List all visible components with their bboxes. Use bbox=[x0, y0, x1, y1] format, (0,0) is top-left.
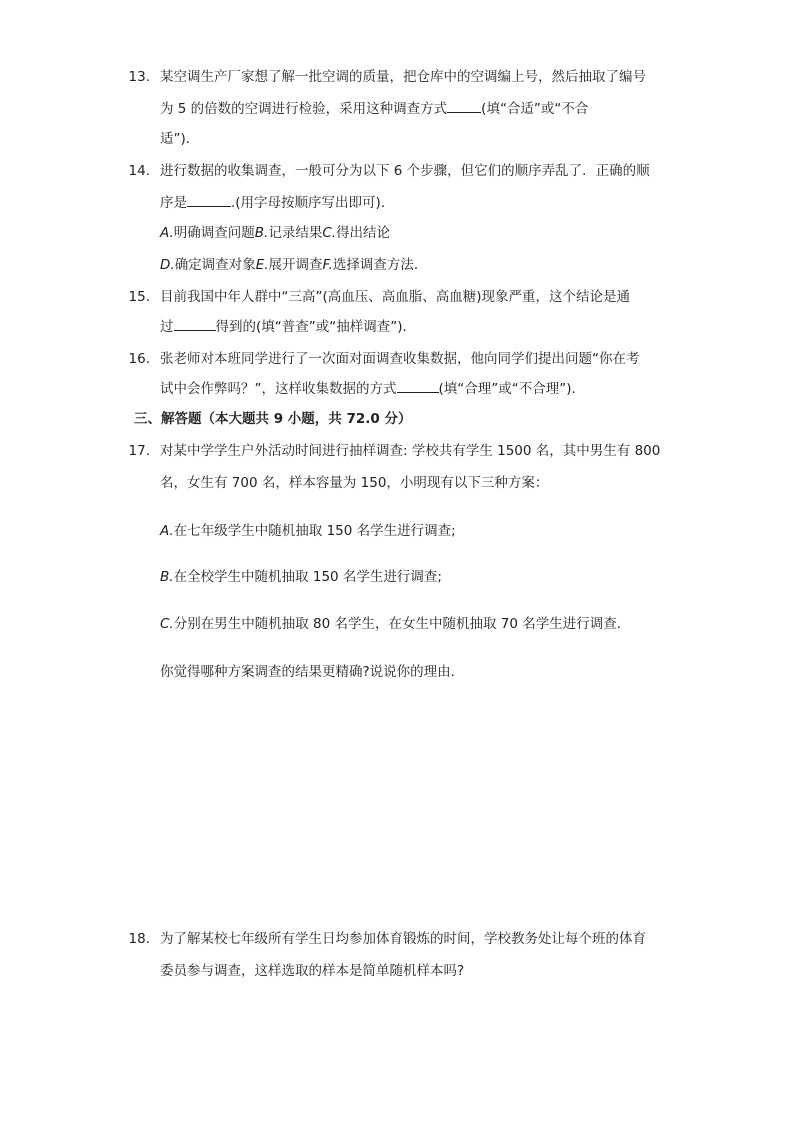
q18-number: 18. bbox=[128, 931, 150, 947]
q13-answer-blank bbox=[447, 100, 481, 113]
q14-option-c-text: 得出结论 bbox=[336, 225, 391, 241]
q14-options-row-2 bbox=[160, 256, 427, 274]
q17-option-a-text: 在七年级学生中随机抽取 150 名学生进行调查; bbox=[173, 523, 456, 539]
q13-number: 13. bbox=[128, 69, 150, 85]
q17-option-a-letter: A. bbox=[160, 523, 174, 539]
q14-line-2-end: .(用字母按顺序写出即可)． bbox=[231, 195, 395, 211]
q13-line-3: 适”)． bbox=[160, 131, 200, 147]
q14-option-b-letter: B. bbox=[254, 225, 269, 241]
q16-number: 16. bbox=[128, 351, 150, 367]
q16-line-2 bbox=[160, 380, 585, 398]
q17-line-1: 对某中学学生户外活动时间进行抽样调查: 学校共有学生 1500 名，其中男生有 800 bbox=[160, 443, 661, 459]
q14-answer-blank bbox=[187, 194, 231, 207]
q13-line-2-end: (填“合适”或“不合 bbox=[481, 101, 589, 117]
q14-line-1: 进行数据的收集调查，一般可分为以下 6 个步骤，但它们的顺序弄乱了．正确的顺 bbox=[160, 163, 650, 179]
q14-options-row-1 bbox=[160, 224, 390, 242]
q15-line-2-start: 过 bbox=[160, 319, 174, 335]
q14-option-a-letter: A. bbox=[160, 225, 174, 241]
q17-option-b-text: 在全校学生中随机抽取 150 名学生进行调查; bbox=[173, 569, 442, 585]
q17-option-a bbox=[160, 522, 456, 540]
q17-number: 17. bbox=[128, 443, 150, 459]
q14-option-b-text: 记录结果 bbox=[268, 225, 323, 241]
q14-option-e-letter: E. bbox=[255, 257, 269, 273]
q14-option-c-letter: C. bbox=[322, 225, 337, 241]
q13-line-1: 某空调生产厂家想了解一批空调的质量，把仓库中的空调编上号，然后抽取了编号 bbox=[160, 69, 646, 85]
q17-option-c-text: 分别在男生中随机抽取 80 名学生，在女生中随机抽取 70 名学生进行调查． bbox=[173, 616, 631, 632]
q14-option-d-letter: D. bbox=[160, 257, 175, 273]
q15-line-2-end: 得到的(填“普查”或“抽样调查”)． bbox=[215, 319, 417, 335]
q14-option-e-text: 展开调查 bbox=[268, 257, 323, 273]
q18-line-1: 为了解某校七年级所有学生日均参加体育锻炼的时间，学校教务处让每个班的体育 bbox=[160, 931, 646, 947]
q14-option-d-text: 确定调查对象 bbox=[174, 257, 256, 273]
q15-number: 15. bbox=[128, 289, 150, 305]
section-3-heading: 三、解答题（本大题共 9 小题，共 72.0 分） bbox=[134, 411, 412, 427]
q14-option-f-text: 选择调查方法． bbox=[332, 257, 428, 273]
q17-option-b bbox=[160, 568, 442, 586]
q16-answer-blank bbox=[397, 380, 439, 393]
q17-option-c bbox=[160, 615, 630, 633]
q15-answer-blank bbox=[174, 318, 216, 331]
q14-option-a-text: 明确调查问题 bbox=[173, 225, 255, 241]
q17-question: 你觉得哪种方案调查的结果更精确?说说你的理由． bbox=[160, 664, 465, 680]
q16-line-2-start: 试中会作弊吗？”，这样收集数据的方式 bbox=[160, 381, 397, 397]
q14-number: 14. bbox=[128, 163, 150, 179]
q17-line-2: 名，女生有 700 名，样本容量为 150，小明现有以下三种方案： bbox=[160, 475, 549, 491]
q15-line-1: 目前我国中年人群中“三高”(高血压、高血脂、高血糖)现象严重，这个结论是通 bbox=[160, 289, 631, 305]
q14-option-f-letter: F. bbox=[322, 257, 333, 273]
q16-line-1: 张老师对本班同学进行了一次面对面调查收集数据，他向同学们提出问题“你在考 bbox=[160, 351, 640, 367]
q13-line-2 bbox=[160, 100, 588, 118]
q15-line-2 bbox=[160, 318, 416, 336]
q17-option-c-letter: C. bbox=[160, 616, 174, 632]
q13-line-2-start: 为 5 的倍数的空调进行检验，采用这种调查方式 bbox=[160, 101, 448, 117]
q18-line-2: 委员参与调查，这样选取的样本是简单随机样本吗? bbox=[160, 963, 465, 979]
q14-line-2 bbox=[160, 194, 394, 212]
q14-line-2-start: 序是 bbox=[160, 195, 187, 211]
q17-option-b-letter: B. bbox=[160, 569, 174, 585]
q16-line-2-end: (填“合理”或“不合理”)． bbox=[438, 381, 586, 397]
